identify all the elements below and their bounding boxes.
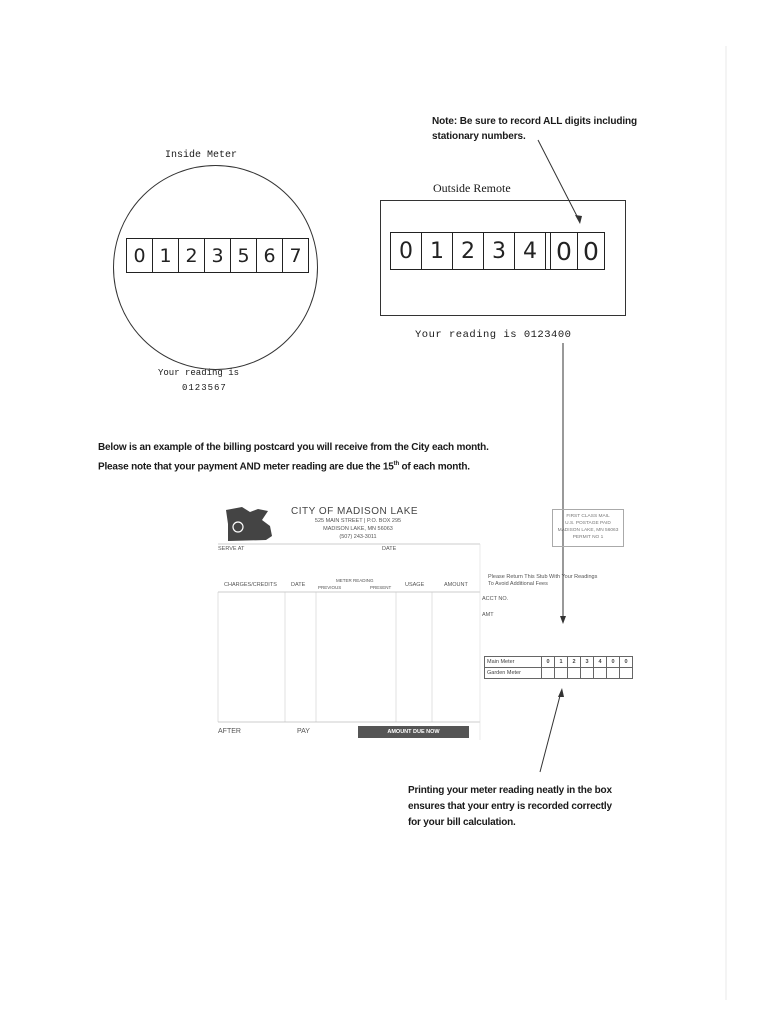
stamp-line: U.S. POSTAGE PAID [565, 521, 611, 526]
inside-digit: 2 [179, 239, 205, 272]
postcard-phone: (507) 243-3011 [339, 534, 377, 540]
main-meter-digit[interactable]: 2 [568, 657, 581, 668]
inside-digit: 5 [231, 239, 257, 272]
stamp-line: FIRST CLASS MAIL [566, 514, 610, 519]
garden-meter-row [485, 668, 633, 679]
inside-digit: 1 [153, 239, 179, 272]
minnesota-logo [226, 507, 272, 541]
billing-note-line-2: Please note that your payment AND meter reading are due the 15th of each month. [98, 461, 470, 473]
remote-digit: 3 [484, 233, 515, 269]
inside-digit: 0 [127, 239, 153, 272]
col-amount: AMOUNT [444, 582, 468, 588]
remote-digit: 0 [391, 233, 422, 269]
garden-meter-digit[interactable] [555, 668, 568, 679]
main-meter-digit[interactable]: 1 [555, 657, 568, 668]
outside-remote-title: Outside Remote [433, 181, 511, 195]
postcard-date: DATE [382, 546, 397, 552]
garden-meter-digit[interactable] [542, 668, 555, 679]
amt-label: AMT [482, 612, 494, 618]
after-label: AFTER [218, 728, 241, 735]
printing-note-line-3: for your bill calculation. [408, 817, 516, 828]
col-charges-credits: CHARGES/CREDITS [224, 582, 277, 588]
main-meter-digit[interactable]: 0 [607, 657, 620, 668]
col-usage: USAGE [405, 582, 425, 588]
note-line-1: Note: Be sure to record ALL digits including [432, 116, 638, 127]
postcard-address-2: MADISON LAKE, MN 56063 [323, 526, 393, 532]
remote-stationary-digit: 0 [583, 236, 599, 266]
billing-note [98, 440, 578, 475]
billing-note-line-1: Below is an example of the billing postcard you will receive from the City each month. [98, 442, 489, 453]
postage-stamp-box [552, 509, 624, 547]
main-meter-row [485, 657, 633, 668]
printing-note-line-2: ensures that your entry is recorded correctly [408, 801, 612, 812]
inside-digit: 7 [289, 244, 302, 267]
main-meter-digit[interactable]: 3 [581, 657, 594, 668]
postcard-address-1: 525 MAIN STREET | P.O. BOX 295 [314, 518, 402, 524]
main-meter-digit[interactable]: 0 [542, 657, 555, 668]
inside-meter-title: Inside Meter [165, 150, 238, 161]
pay-label: PAY [297, 728, 310, 735]
outside-reading: Your reading is 0123400 [415, 329, 572, 341]
inside-reading-value: 0123567 [182, 383, 227, 393]
inside-digit: 6 [257, 239, 283, 272]
remote-stationary-digit: 0 [551, 233, 578, 269]
note-line-2: stationary numbers. [432, 131, 526, 142]
garden-meter-digit[interactable] [581, 668, 594, 679]
col-present: PRESENT [370, 585, 392, 590]
stamp-line: PERMIT NO 1 [572, 535, 604, 540]
printing-arrow-line [540, 692, 561, 772]
postcard-serve-at: SERVE AT [218, 546, 245, 552]
main-meter-digit[interactable]: 0 [620, 657, 633, 668]
acct-no-label: ACCT NO. [482, 596, 509, 602]
garden-meter-digit[interactable] [568, 668, 581, 679]
garden-meter-digit[interactable] [607, 668, 620, 679]
inside-reading-label: Your reading is [158, 368, 240, 378]
col-meter-reading: METER READING [336, 578, 374, 583]
garden-meter-digit[interactable] [594, 668, 607, 679]
return-stub-line-2: To Avoid Additional Fees [488, 581, 548, 587]
col-previous: PREVIOUS [318, 585, 342, 590]
stamp-line: MADISON LAKE, MN 56063 [557, 528, 619, 533]
inside-digit: 3 [205, 239, 231, 272]
col-date: DATE [291, 582, 306, 588]
reading-arrow-head [560, 616, 566, 624]
amount-due-now-bar: AMOUNT DUE NOW [358, 726, 469, 738]
return-stub-line-1: Please Return This Stub With Your Readings [488, 574, 598, 580]
main-meter-label: Main Meter [485, 657, 542, 668]
printing-arrow-head [558, 688, 564, 697]
garden-meter-label: Garden Meter [485, 668, 542, 679]
printing-note [408, 783, 648, 831]
remote-digit: 4 [515, 233, 546, 269]
main-meter-digit[interactable]: 4 [594, 657, 607, 668]
note-arrow-head [575, 215, 582, 224]
garden-meter-digit[interactable] [620, 668, 633, 679]
printing-note-line-1: Printing your meter reading neatly in the box [408, 785, 612, 796]
meter-entry-box [484, 656, 633, 679]
remote-digit: 1 [422, 233, 453, 269]
remote-digit: 2 [453, 233, 484, 269]
postcard-city-name: CITY OF MADISON LAKE [291, 506, 419, 517]
note-arrow-line [538, 140, 580, 222]
